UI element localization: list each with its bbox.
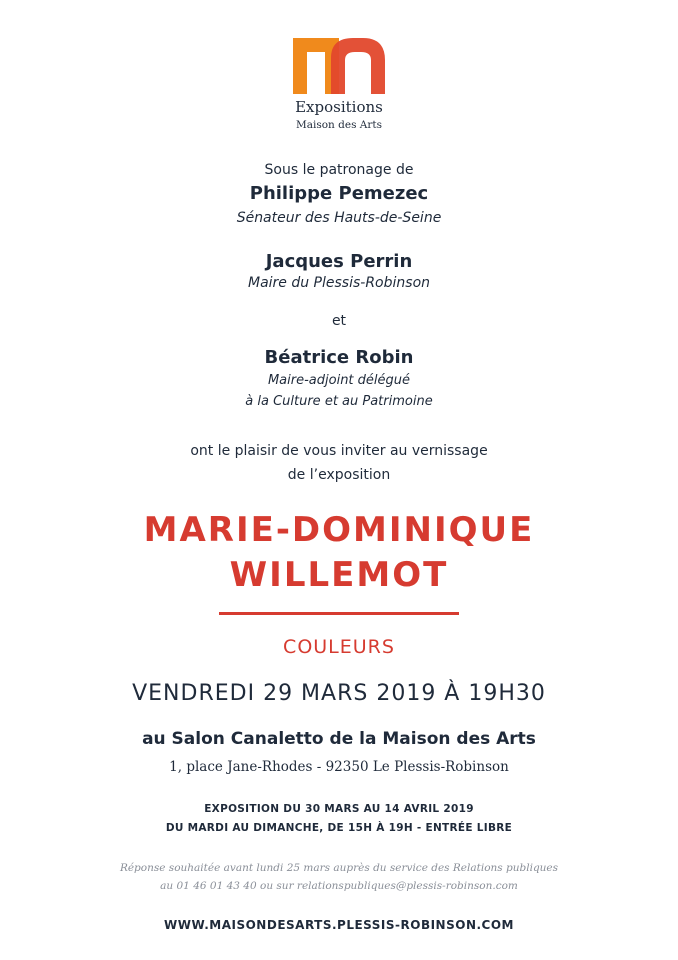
patron-role-3-line2: à la Culture et au Patrimoine — [245, 394, 433, 409]
patron-role-3-line1: Maire-adjoint délégué — [267, 373, 411, 388]
patron-name-1: Philippe Pemezec — [249, 183, 429, 204]
schedule-line-2: DU MARDI AU DIMANCHE, DE 15H À 19H - ENTRÉE LIBRE — [165, 822, 513, 834]
invitation-line-2: de l’exposition — [287, 467, 391, 483]
rsvp-line-1: Réponse souhaitée avant lundi 25 mars auprès du service des Relations publiques — [119, 862, 559, 874]
invitation-line-1: ont le plaisir de vous inviter au vernissage — [190, 443, 488, 459]
exhibition-title: COULEURS — [283, 636, 395, 658]
rsvp-line-2: au 01 46 01 43 40 ou sur relationspubliques@plessis-robinson.com — [160, 880, 518, 892]
red-divider — [219, 612, 459, 615]
website-link[interactable]: WWW.MAISONDESARTS.PLESSIS-ROBINSON.COM — [163, 918, 514, 932]
schedule-line-1: EXPOSITION DU 30 MARS AU 14 AVRIL 2019 — [204, 803, 474, 815]
maison-des-arts-logo — [293, 38, 385, 94]
patron-name-3: Béatrice Robin — [264, 347, 414, 368]
logo-subtitle: Maison des Arts — [295, 119, 383, 131]
venue-name: au Salon Canaletto de la Maison des Arts — [142, 729, 536, 749]
artist-name-line-2: WILLEMOT — [229, 555, 449, 595]
venue-address: 1, place Jane-Rhodes - 92350 Le Plessis-Robinson — [169, 759, 509, 775]
event-date: VENDREDI 29 MARS 2019 À 19H30 — [132, 681, 546, 706]
logo-right-arch — [331, 38, 385, 94]
patron-name-2: Jacques Perrin — [265, 251, 413, 272]
logo-title: Expositions — [295, 98, 383, 116]
conjunction-text: et — [331, 313, 347, 329]
patron-role-1: Sénateur des Hauts-de-Seine — [236, 210, 442, 226]
artist-name-line-1: MARIE-DOMINIQUE — [143, 510, 535, 550]
patronage-intro: Sous le patronage de — [264, 162, 414, 178]
patron-role-2: Maire du Plessis-Robinson — [247, 275, 431, 291]
